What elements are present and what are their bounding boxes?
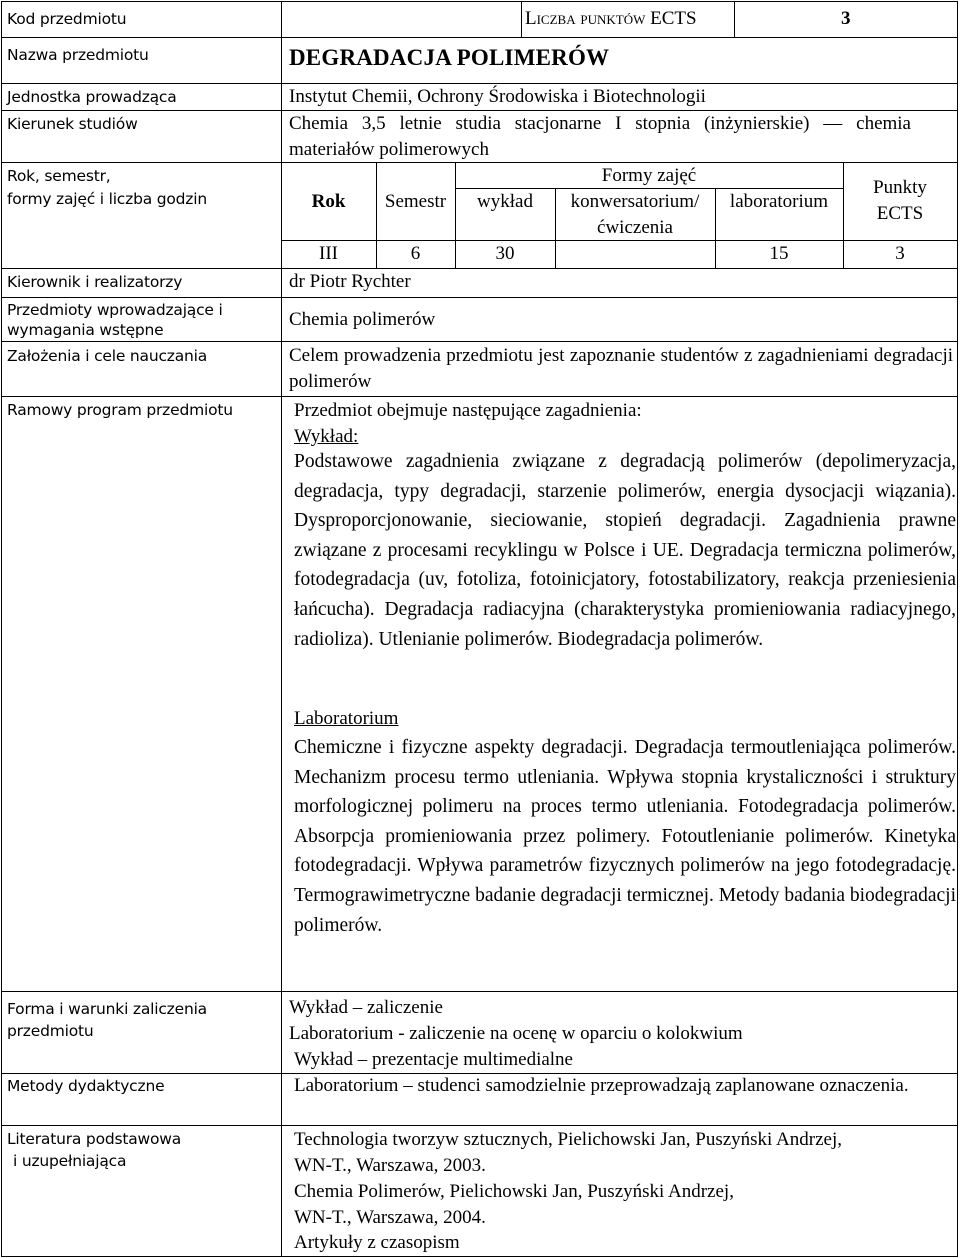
value-ects: 3 bbox=[895, 243, 905, 264]
prereq-value: Chemia polimerów bbox=[289, 309, 436, 330]
lecture-heading: Wykład: bbox=[294, 426, 359, 447]
methods-label: Metody dydaktyczne bbox=[7, 1077, 165, 1095]
col-cwiczenia: ćwiczenia bbox=[597, 217, 673, 238]
col-ects: ECTS bbox=[876, 203, 924, 224]
form-label: Forma i warunki zaliczenia bbox=[7, 1000, 207, 1018]
prereq-label: Przedmioty wprowadzające i bbox=[7, 301, 223, 319]
methods-value-lecture: Wykład – prezentacje multimedialne bbox=[294, 1049, 573, 1070]
row-line bbox=[1, 396, 958, 397]
year-label: Rok, semestr, bbox=[7, 167, 111, 185]
literature-item-2-publisher: WN-T., Warszawa, 2004. bbox=[294, 1207, 486, 1228]
form-value-lab: Laboratorium - zaliczenie na ocenę w oparciu o kolokwium bbox=[289, 1023, 743, 1044]
value-semestr: 6 bbox=[410, 243, 421, 264]
methods-value-lab: Laboratorium – studenci samodzielnie przeprowadzają zaplanowane oznaczenia. bbox=[294, 1075, 909, 1096]
unit-value: Instytut Chemii, Ochrony Środowiska i Biotechnologii bbox=[289, 86, 706, 107]
literature-item-1: Technologia tworzyw sztucznych, Pielichowski Jan, Puszyński Andrzej, bbox=[294, 1129, 842, 1150]
hours-label: formy zajęć i liczba godzin bbox=[7, 190, 207, 208]
row-line bbox=[1, 37, 958, 38]
lab-text: Chemiczne i fizyczne aspekty degradacji. Degradacja termoutleniająca polimerów. Mechanizm procesu termo utleniania. Wpływa stopnia krystaliczności i struktury morfologicznej polimeru na proces termo utleniania. Fotodegradacja polimerów. Absorpcja promieniowania przez polimery. Fotoutlenianie polimerów. Kinetyka fotodegradacji. Wpływa parametrów fizycznych polimerów na jego fotodegradację. Termograwimetryczne badanie degradacji termicznej. Metody badania biodegradacji polimerów. bbox=[294, 737, 956, 936]
border-left bbox=[1, 1, 2, 1257]
literature-item-3: Artykuły z czasopism bbox=[294, 1232, 460, 1253]
col-wyklad: wykład bbox=[477, 191, 533, 212]
ects-value: 3 bbox=[841, 8, 851, 29]
literature-item-1-publisher: WN-T., Warszawa, 2003. bbox=[294, 1155, 486, 1176]
lecture-text: Podstawowe zagadnienia związane z degradacją polimerów (depolimeryzacja, degradacja, typy degradacji, starzenie polimerów, energia dysocjacji wiązania). Dysproporcjonowanie, sieciowanie, stopień degradacji. Zagadnienia prawne związane z procesami recyklingu w Polsce i UE. Degradacja termiczna polimerów, fotodegradacja (uv, fotoliza, fotoinicjatory, fotostabilizatory, reakcja przeniesienia łańcucha). Degradacja radiacyjna (charakterystyka promieniowania radiacyjnego, radioliza). Utlenianie polimerów. Biodegradacja polimerów. bbox=[294, 451, 956, 650]
program-label: Ramowy program przedmiotu bbox=[7, 401, 233, 419]
row-line bbox=[1, 268, 958, 269]
prereq-label-2: wymagania wstępne bbox=[7, 321, 164, 339]
value-laboratorium: 15 bbox=[769, 243, 789, 264]
goals-value: Celem prowadzenia przedmiotu jest zapoznanie studentów z zagadnieniami degradacji polimerów bbox=[289, 345, 953, 392]
literature-item-2: Chemia Polimerów, Pielichowski Jan, Puszyński Andrzej, bbox=[294, 1181, 734, 1202]
col-laboratorium: laboratorium bbox=[729, 191, 829, 212]
border-bottom bbox=[1, 1256, 958, 1257]
manager-value: dr Piotr Rychter bbox=[289, 271, 411, 292]
direction-value: Chemia 3,5 letnie studia stacjonarne I stopnia (inżynierskie) — chemia materiałów polimerowych bbox=[289, 113, 911, 160]
col-points: Punkty bbox=[873, 177, 927, 198]
program-intro: Przedmiot obejmuje następujące zagadnienia: bbox=[294, 400, 642, 421]
goals-label: Założenia i cele nauczania bbox=[7, 347, 208, 365]
code-label: Kod przedmiotu bbox=[7, 10, 127, 28]
unit-label: Jednostka prowadząca bbox=[7, 88, 177, 106]
form-label-2: przedmiotu bbox=[7, 1022, 94, 1040]
manager-label: Kierownik i realizatorzy bbox=[7, 273, 183, 291]
col-semestr: Semestr bbox=[384, 191, 447, 212]
row-line bbox=[1, 991, 958, 992]
literature-label: Literatura podstawowa bbox=[7, 1130, 182, 1148]
form-value-lecture: Wykład – zaliczenie bbox=[289, 997, 443, 1018]
literature-label-2: i uzupełniająca bbox=[13, 1152, 127, 1170]
name-label: Nazwa przedmiotu bbox=[7, 46, 149, 64]
value-rok: III bbox=[319, 243, 338, 264]
lab-heading: Laboratorium bbox=[294, 708, 399, 729]
row-line bbox=[1, 1125, 958, 1126]
col-konwersatorium: konwersatorium/ bbox=[570, 191, 700, 212]
course-card bbox=[1, 1, 958, 1257]
divider bbox=[521, 1, 522, 37]
border-right bbox=[957, 1, 958, 1257]
ects-label: Liczba punktów ECTS bbox=[525, 8, 697, 29]
value-wyklad: 30 bbox=[495, 243, 515, 264]
border-top bbox=[1, 1, 958, 2]
direction-label: Kierunek studiów bbox=[7, 115, 138, 133]
forms-header: Formy zajęć bbox=[601, 165, 697, 186]
col-rok: Rok bbox=[311, 191, 346, 212]
course-title: DEGRADACJA POLIMERÓW bbox=[289, 45, 610, 70]
